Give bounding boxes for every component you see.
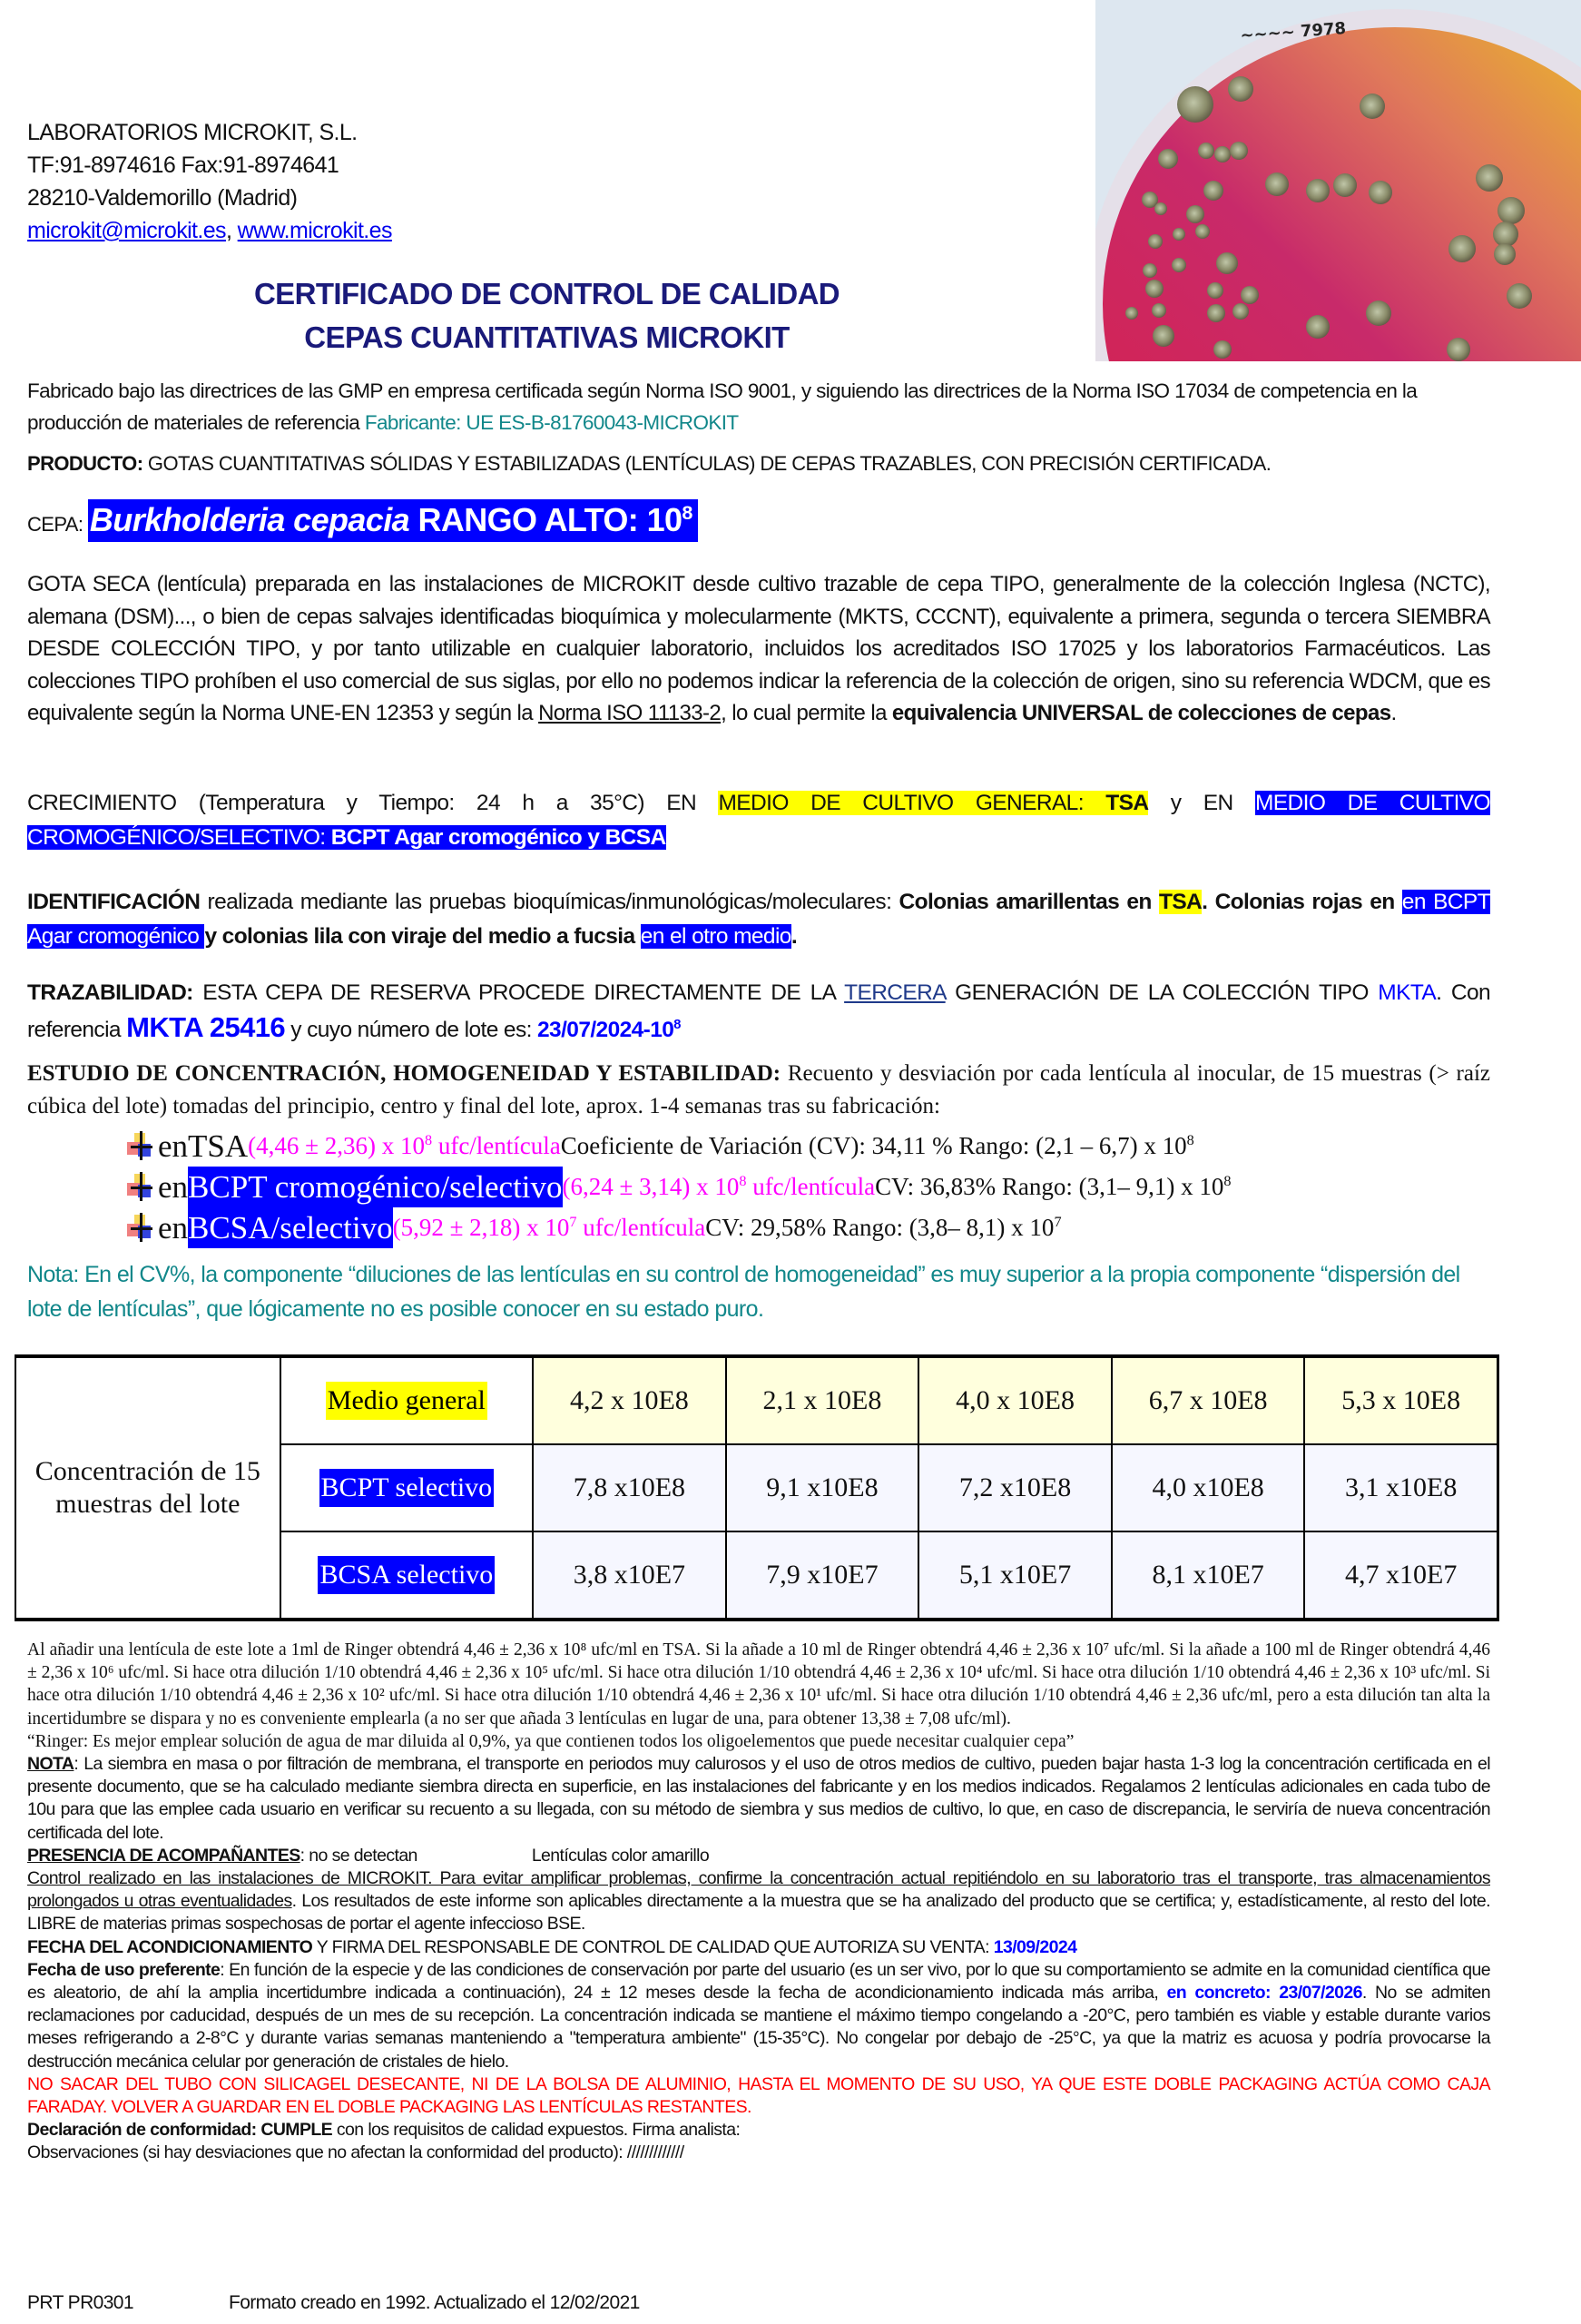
best-before-date: en concreto: 23/07/2026 [1166,1983,1362,2004]
value-cell: 4,7 x10E7 [1304,1531,1498,1620]
growth-conditions: CRECIMIENTO (Temperatura y Tiempo: 24 h a 35°C) EN MEDIO DE CULTIVO GENERAL: TSA y EN MEDIO DE CULTIVO CROMOGÉNICO/SELECTIVO: BCPT Agar cromogénico y BCSA [27,791,1490,850]
companions-line: PRESENCIA DE ACOMPAÑANTES: no se detectan Lentículas color amarillo [27,1845,710,1866]
manufacture-statement: Fabricado bajo las directrices de las GMP en empresa certificada según Norma ISO 9001, y siguiendo las directrices de la Norma ISO 17034 de competencia en la producción de materiales de referencia Fabricante: UE ES-B-81760043-MICROKIT [27,379,1418,434]
product-description: GOTAS CUANTITATIVAS SÓLIDAS Y ESTABILIZADAS (LENTÍCULAS) DE CEPAS TRAZABLES, CON PRECISIÓN CERTIFICADA. [142,452,1272,475]
value-cell: 7,8 x10E8 [533,1444,726,1531]
format-info: Formato creado en 1992. Actualizado el 12/02/2021 [228,2292,640,2313]
general-medium-highlight: MEDIO DE CULTIVO GENERAL: TSA [718,791,1149,815]
document-footer [27,2292,640,2314]
study-results [127,1126,1231,1248]
value-cell: 7,9 x10E7 [726,1531,919,1620]
title-line-1: CERTIFICADO DE CONTROL DE CALIDAD [253,277,840,310]
company-phone: TF:91-8974616 Fax:91-8974641 [27,153,339,178]
strain-description: GOTA SECA (lentícula) preparada en las instalaciones de MICROKIT desde cultivo trazable de cepa TIPO, generalmente de la colección Inglesa (NCTC), alemana (DSM)..., o bien de cepas salvajes identificadas bioquímica y molecularmente (MKTS, CCCNT), equivalente a primera, segunda o tercera SIEMBRA DESDE COLECCIÓN TIPO, y por tanto utilizable en cualquier laboratorio, incluidos los acreditados ISO 17025 y los laboratorios Farmacéuticos. Las colecciones TIPO prohíben el uso comercial de sus siglas, por ello no podemos indicar la referencia de la colección de origen, sino su referencia WDCM, que es equivalente según la Norma UNE-EN 12353 y según la Norma ISO 11133-2, lo cual permite la equivalencia UNIVERSAL de colecciones de cepas. [27,572,1490,725]
value-cell: 5,3 x 10E8 [1304,1356,1498,1444]
reference-number: MKTA 25416 [126,1011,286,1043]
petri-dish-image [1095,0,1581,361]
certificate-title [0,272,1094,359]
company-name: LABORATORIOS MICROKIT, S.L. [27,120,358,145]
value-cell: 3,1 x10E8 [1304,1444,1498,1531]
medium-cell: Medio general [280,1356,533,1444]
value-cell: 9,1 x10E8 [726,1444,919,1531]
manufacturer-id: Fabricante: UE ES-B-81760043-MICROKIT [364,411,739,434]
value-cell: 7,2 x10E8 [918,1444,1112,1531]
company-address: 28210-Valdemorillo (Madrid) [27,185,298,211]
ringer-note: “Ringer: Es mejor emplear solución de agua de mar diluida al 0,9%, ya que contienen todos los oligoelementos que puede necesitar cualquier cepa” [27,1731,1075,1751]
storage-warning: NO SACAR DEL TUBO CON SILICAGEL DESECANTE, NI DE LA BOLSA DE ALUMINIO, HASTA EL MOMENTO DE SU USO, YA QUE ESTE DOBLE PACKAGING ACTÚA COMO CAJA FARADAY. VOLVER A GUARDAR EN EL DOBLE PACKAGING LAS LENTÍCULAS RESTANTES. [27,2073,1490,2118]
traceability: TRAZABILIDAD: ESTA CEPA DE RESERVA PROCEDE DIRECTAMENTE DE LA TERCERA GENERACIÓN DE LA COLECCIÓN TIPO MKTA. Con referencia MKTA 25416 y cuyo número de lote es: $23/07/2024-10^8$ [27,980,1491,1043]
strain-name-badge: Burkholderia cepacia RANGO ALTO: $10^8$ [88,499,698,542]
conformity-declaration: Declaración de conformidad: CUMPLE con los requisitos de calidad expuestos. Firma analista: [27,2120,741,2141]
strain-label: CEPA: [27,513,88,536]
dilution-instructions: Al añadir una lentícula de este lote a 1ml de Ringer obtendrá 4,46 ± 2,36 x 10⁸ ufc/ml en TSA. Si la añade a 10 ml de Ringer obtendrá 4,46 ± 2,36 x 10⁷ ufc/ml. Si la añade a 100 ml de Ringer obtendrá 4,46 ± 2,36 x 10⁶ ufc/ml. Si hace otra dilución 1/10 obtendrá 4,46 ± 2,36 x 10⁵ ufc/ml. Si hace otra dilución 1/10 obtendrá 4,46 ± 2,36 x 10⁴ ufc/ml. Si hace otra dilución 1/10 obtendrá 4,46 ± 2,36 x 10³ ufc/ml. Si hace otra dilución 1/10 obtendrá 4,46 ± 2,36 x 10² ufc/ml. Si hace otra dilución 1/10 obtendrá 4,46 ± 2,36 x 10¹ ufc/ml. Si hace otra dilución 1/10 obtendrá 4,46 ± 2,36 ufc/ml, pero a esta dilución tan alta la incertidumbre se dispara y no es conveniente emplearla (a no ser que añada 3 lentículas en lugar de una, para obtener 13,38 ± 7,08 ufc/ml). [27,1640,1490,1728]
product-line [27,448,1490,478]
petri-dish-photo [1095,0,1581,361]
fine-print [27,1639,1490,2165]
best-before: Fecha de uso preferente: En función de la especie y de las condiciones de conservación por parte del usuario (es un ser vivo, por lo que su comportamiento se admite en la comunidad científica que es aleatorio, de ahí la amplia incertidumbre indicada a continuación), 24 ± 12 meses desde la fecha de acondicionamiento indicada más arriba, en concreto: 23/07/2026. No se admiten reclamaciones por caducidad, después de un mes de su recepción. La concentración indicada se mantiene el máximo tiempo congelando a -20°C, pero también es viable y estable durante varios meses refrigerando a 2-8°C y durante varias semanas manteniendo a "temperatura ambiente" (15-35°C). No congelar por debajo de -25°C, ya que la matriz es acuosa y podría provocarse la destrucción mecánica celular por generación de cristales de hielo. [27,1959,1490,2072]
transport-note: NOTA: La siembra en masa o por filtración de membrana, el transporte en periodos muy calurosos y el uso de otros medios de cultivo, pueden bajar hasta 1-3 log la concentración certificada en el presente documento, que se ha calculado mediante siembra directa en superficie, en las instalaciones del fabricante y en los medios indicados. Regalamos 2 lentículas adicionales en cada tubo de 10u para que las emplee cada usuario en verificar su recuento a su llegada, con su método de siembra y sus medios de cultivo, lo que, en caso de discrepancia, le serviría de nueva concentración certificada del lote. [27,1754,1490,1843]
email-link[interactable]: microkit@microkit.es [27,218,226,243]
traceability-label: TRAZABILIDAD: [27,980,193,1005]
bullet-icon [127,1131,158,1162]
result-tsa: en TSA (4,46 ± 2,36) x $10^8$ ufc/lentícula Coeficiente de Variación (CV): 34,11 % Rango: (2,1 – 6,7) x $10^8$ [127,1126,1231,1167]
identification-label: IDENTIFICACIÓN [27,890,201,914]
observations: Observaciones (si hay desviaciones que no afectan la conformidad del producto): ///////////// [27,2142,684,2163]
value-cell: 6,7 x 10E8 [1112,1356,1305,1444]
study-section: ESTUDIO DE CONCENTRACIÓN, HOMOGENEIDAD Y ESTABILIDAD: Recuento y desviación por cada lentícula al inocular, de 15 muestras (> raíz cúbica del lote) tomadas del principio, centro y final del lote, aprox. 1-4 semanas tras su fabricación: [27,1061,1490,1118]
value-cell: 3,8 x10E7 [533,1531,726,1620]
study-label: ESTUDIO DE CONCENTRACIÓN, HOMOGENEIDAD Y ESTABILIDAD: [27,1061,781,1086]
selective-medium-highlight: MEDIO DE CULTIVO CROMOGÉNICO/SELECTIVO: BCPT Agar cromogénico y BCSA [27,791,1490,850]
identification: IDENTIFICACIÓN realizada mediante las pruebas bioquímicas/inmunológicas/moleculares: Colonias amarillentas en TSA. Colonias rojas en en BCPT Agar cromogénico y colonias lila con viraje del medio a fucsia en el otro medio. [27,890,1490,949]
value-cell: 4,2 x 10E8 [533,1356,726,1444]
bullet-icon [127,1213,158,1244]
lot-number: $23/07/2024-10^8$ [537,1017,681,1042]
result-bcsa: en BCSA/selectivo (5,92 ± 2,18) x $10^7$ ufc/lentícula CV: 29,58% Rango: (3,8– 8,1) x $10^7$ [127,1207,1231,1248]
packaging-date: 13/09/2024 [993,1936,1077,1957]
bullet-icon [127,1172,158,1203]
document-code: PRT PR0301 [27,2292,133,2313]
title-line-2: CEPAS CUANTITATIVAS MICROKIT [304,320,790,354]
medium-cell: BCSA selectivo [280,1531,533,1620]
table-row [15,1356,1498,1444]
value-cell: 4,0 x 10E8 [918,1356,1112,1444]
medium-cell: BCPT selectivo [280,1444,533,1531]
table-row-header: Concentración de 15 muestras del lote [15,1356,280,1620]
value-cell: 2,1 x 10E8 [726,1356,919,1444]
control-statement: Control realizado en las instalaciones de MICROKIT. Para evitar amplificar problemas, confirme la concentración actual repitiéndolo en su laboratorio tras el transporte, tras almacenamientos prolongados u otras eventualidades. Los resultados de este informe son aplicables directamente a la muestra que se ha analizado del producto que se certifica; y, estadísticamente, al resto del lote. LIBRE de materias primas sospechosas de portar el agente infeccioso BSE. [27,1868,1490,1935]
company-contact: microkit@microkit.es, www.microkit.es [27,218,392,243]
value-cell: 4,0 x10E8 [1112,1444,1305,1531]
product-label: PRODUCTO: [27,452,143,475]
value-cell: 5,1 x10E7 [918,1531,1112,1620]
concentration-table [15,1354,1499,1621]
cv-note: Nota: En el CV%, la componente “diluciones de las lentículas en su control de homogeneidad” es muy superior a la propia componente “dispersión del lote de lentículas”, que lógicamente no es posible conocer en su estado puro. [27,1262,1460,1322]
lenticule-color: Lentículas color amarillo [531,1845,710,1866]
website-link[interactable]: www.microkit.es [237,218,392,243]
result-bcpt: en BCPT cromogénico/selectivo (6,24 ± 3,14) x $10^8$ ufc/lentícula CV: 36,83% Rango: (3,1– 9,1) x $10^8$ [127,1167,1231,1207]
svg-text:~~~~ 7978: ~~~~ 7978 [1239,18,1347,45]
value-cell: 8,1 x10E7 [1112,1531,1305,1620]
strain-line [27,501,698,539]
company-header [27,116,392,247]
packaging-date-line: FECHA DEL ACONDICIONAMIENTO Y FIRMA DEL RESPONSABLE DE CONTROL DE CALIDAD QUE AUTORIZA SU VENTA: 13/09/2024 [27,1936,1077,1957]
norm-iso-link: Norma ISO 11133-2 [538,701,722,725]
strain-species: Burkholderia cepacia [89,501,410,538]
